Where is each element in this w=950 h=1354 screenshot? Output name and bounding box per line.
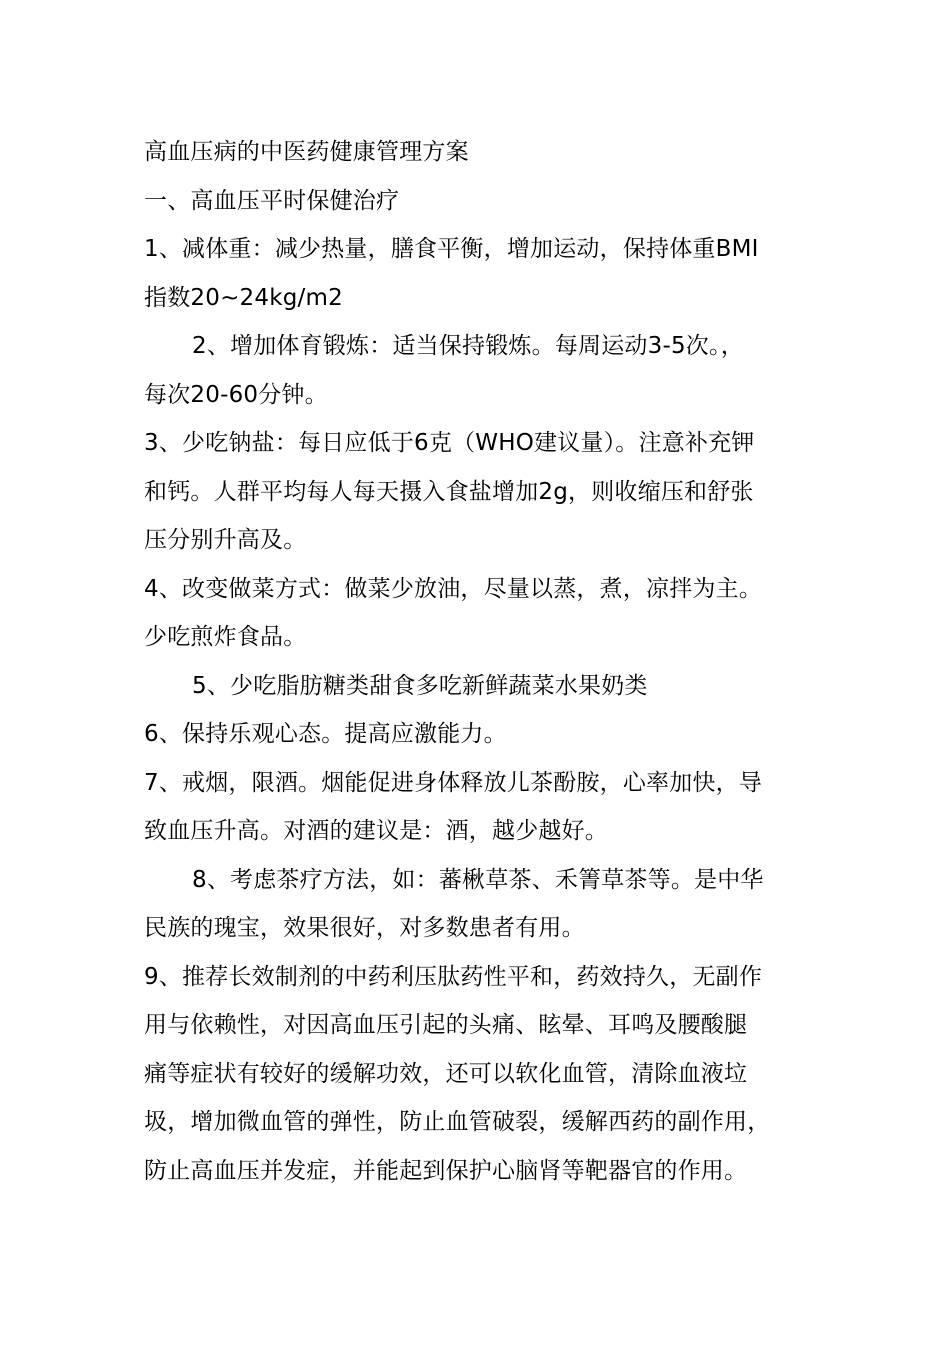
text-line: 4、改变做菜方式：做菜少放油，尽量以蒸，煮，凉拌为主。 [144,575,763,602]
text-line: 5、少吃脂肪糖类甜食多吃新鲜蔬菜水果奶类 [192,672,648,699]
text-line: 少吃煎炸食品。 [144,624,307,650]
text-line: 1、减体重：减少热量，膳食平衡，增加运动，保持体重BMI [144,236,759,262]
text-line: 用与依赖性，对因高血压引起的头痛、眩晕、耳鸣及腰酸腿 [144,1012,748,1038]
text-line: 2、增加体育锻炼：适当保持锻炼。每周运动3-5次。， [192,333,744,359]
document-body [144,177,816,1196]
text-line: 8、考虑茶疗方法，如：蕃楸草茶、禾箐草茶等。是中华 [192,866,764,893]
text-line: 指数20~24kg/m2 [144,284,343,311]
text-line: 3、少吃钠盐：每日应低于6克（WHO建议量）。注意补充钾 [144,430,755,456]
document-title: 高血压病的中医药健康管理方案 [144,139,469,165]
text-line: 痛等症状有较好的缓解功效，还可以软化血管，清除血液垃 [144,1060,748,1087]
text-line: 压分别升高及。 [144,527,307,553]
text-line: 圾，增加微血管的弹性，防止血管破裂，缓解西药的副作用， [144,1109,771,1135]
text-line: 民族的瑰宝，效果很好，对多数患者有用。 [144,915,585,941]
text-line: 6、保持乐观心态。提高应激能力。 [144,721,507,747]
text-line: 每次20-60分钟。 [144,381,328,408]
text-line: 9、推荐长效制剂的中药利压肽药性平和，药效持久，无副作 [144,963,763,990]
text-line: 一、高血压平时保健治疗 [144,187,400,214]
text-line: 防止高血压并发症，并能起到保护心脑肾等靶器官的作用。 [144,1157,748,1184]
text-line: 致血压升高。对酒的建议是：酒，越少越好。 [144,818,608,844]
document-page [144,128,816,1195]
text-line: 和钙。人群平均每人每天摄入食盐增加2g，则收缩压和舒张 [144,478,754,505]
text-line: 7、戒烟，限酒。烟能促进身体释放儿茶酚胺，心率加快，导 [144,769,763,796]
